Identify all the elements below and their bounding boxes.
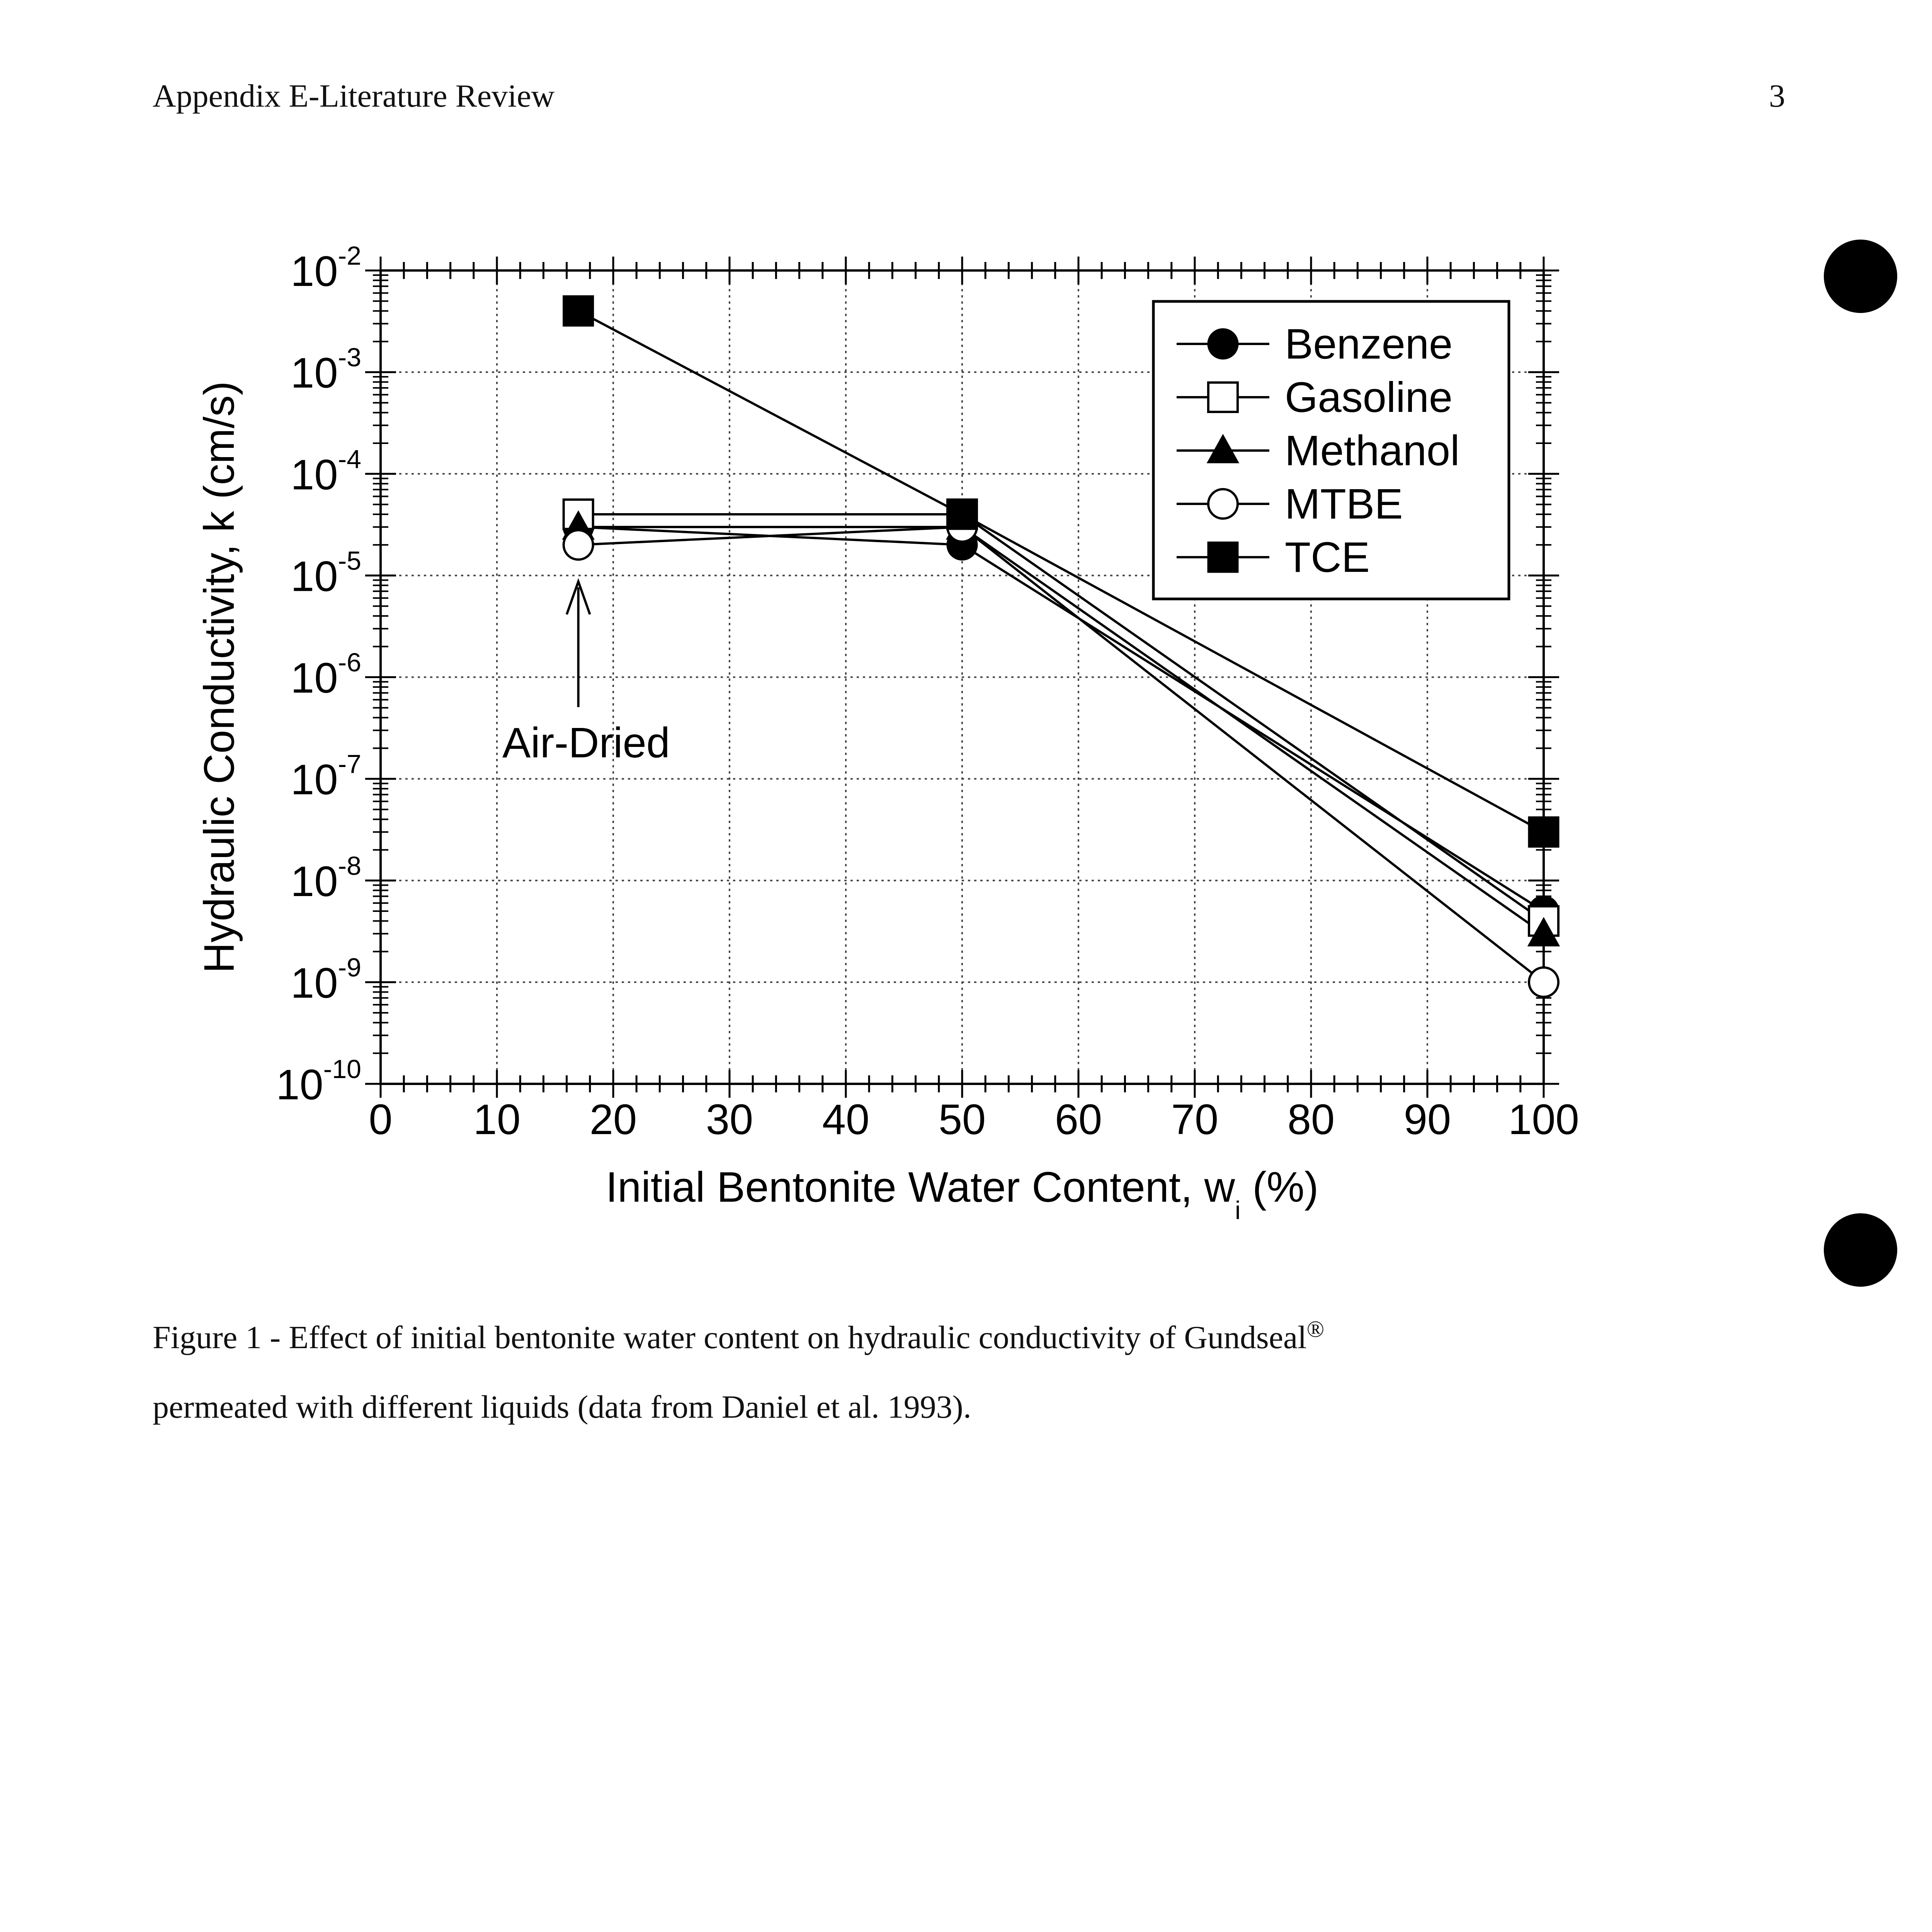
y-tick-label: $10^{-6}$ (291, 648, 361, 702)
legend-label-methanol: Methanol (1285, 427, 1460, 474)
data-point-tce (947, 500, 977, 529)
x-axis-label: Initial Bentonite Water Content, $w_i$ (%) (605, 1163, 1319, 1225)
registered-mark: ® (1306, 1316, 1325, 1342)
y-tick-label: $10^{-2}$ (291, 241, 361, 295)
y-tick-label: $10^{-5}$ (291, 546, 361, 600)
legend-marker-mtbe (1208, 489, 1238, 519)
data-point-mtbe (564, 530, 593, 560)
figure-caption (153, 1294, 1795, 1442)
x-tick-label: 30 (706, 1096, 753, 1143)
x-tick-label: 100 (1508, 1096, 1579, 1143)
x-tick-label: 60 (1054, 1096, 1102, 1143)
caption-line-1: Figure 1 - Effect of initial bentonite water content on hydraulic conductivity of Gundseal (153, 1320, 1307, 1355)
y-tick-label: $10^{-7}$ (291, 749, 361, 804)
caption-line-2: permeated with different liquids (data from Daniel et al. 1993). (153, 1389, 971, 1425)
y-tick-label: $10^{-10}$ (276, 1054, 361, 1109)
x-tick-label: 20 (589, 1096, 637, 1143)
legend-marker-tce (1208, 543, 1238, 572)
page-number: 3 (1769, 78, 1785, 114)
data-point-mtbe (1529, 968, 1558, 997)
x-tick-label: 10 (473, 1096, 521, 1143)
y-tick-label: $10^{-3}$ (291, 343, 361, 397)
y-axis-label: Hydraulic Conductivity, k (cm/s) (196, 381, 243, 973)
data-point-tce (1529, 817, 1558, 847)
y-tick-label: $10^{-4}$ (291, 444, 361, 499)
x-tick-label: 40 (822, 1096, 870, 1143)
x-tick-label: 70 (1171, 1096, 1219, 1143)
x-tick-label: 80 (1287, 1096, 1335, 1143)
annotation-air-dried: Air-Dried (502, 719, 670, 767)
legend-label-benzene: Benzene (1285, 320, 1453, 368)
y-tick-label: $10^{-8}$ (291, 851, 361, 905)
x-tick-label: 90 (1403, 1096, 1451, 1143)
x-tick-label: 50 (938, 1096, 986, 1143)
legend-marker-benzene (1208, 329, 1238, 359)
legend-label-gasoline: Gasoline (1285, 374, 1453, 421)
page-header-title: Appendix E-Literature Review (153, 78, 555, 114)
legend-label-tce: TCE (1285, 534, 1370, 581)
data-point-tce (564, 296, 593, 326)
legend-marker-gasoline (1208, 383, 1238, 412)
x-tick-label: 0 (369, 1096, 393, 1143)
y-tick-label: $10^{-9}$ (291, 952, 361, 1007)
legend-label-mtbe: MTBE (1285, 480, 1403, 528)
